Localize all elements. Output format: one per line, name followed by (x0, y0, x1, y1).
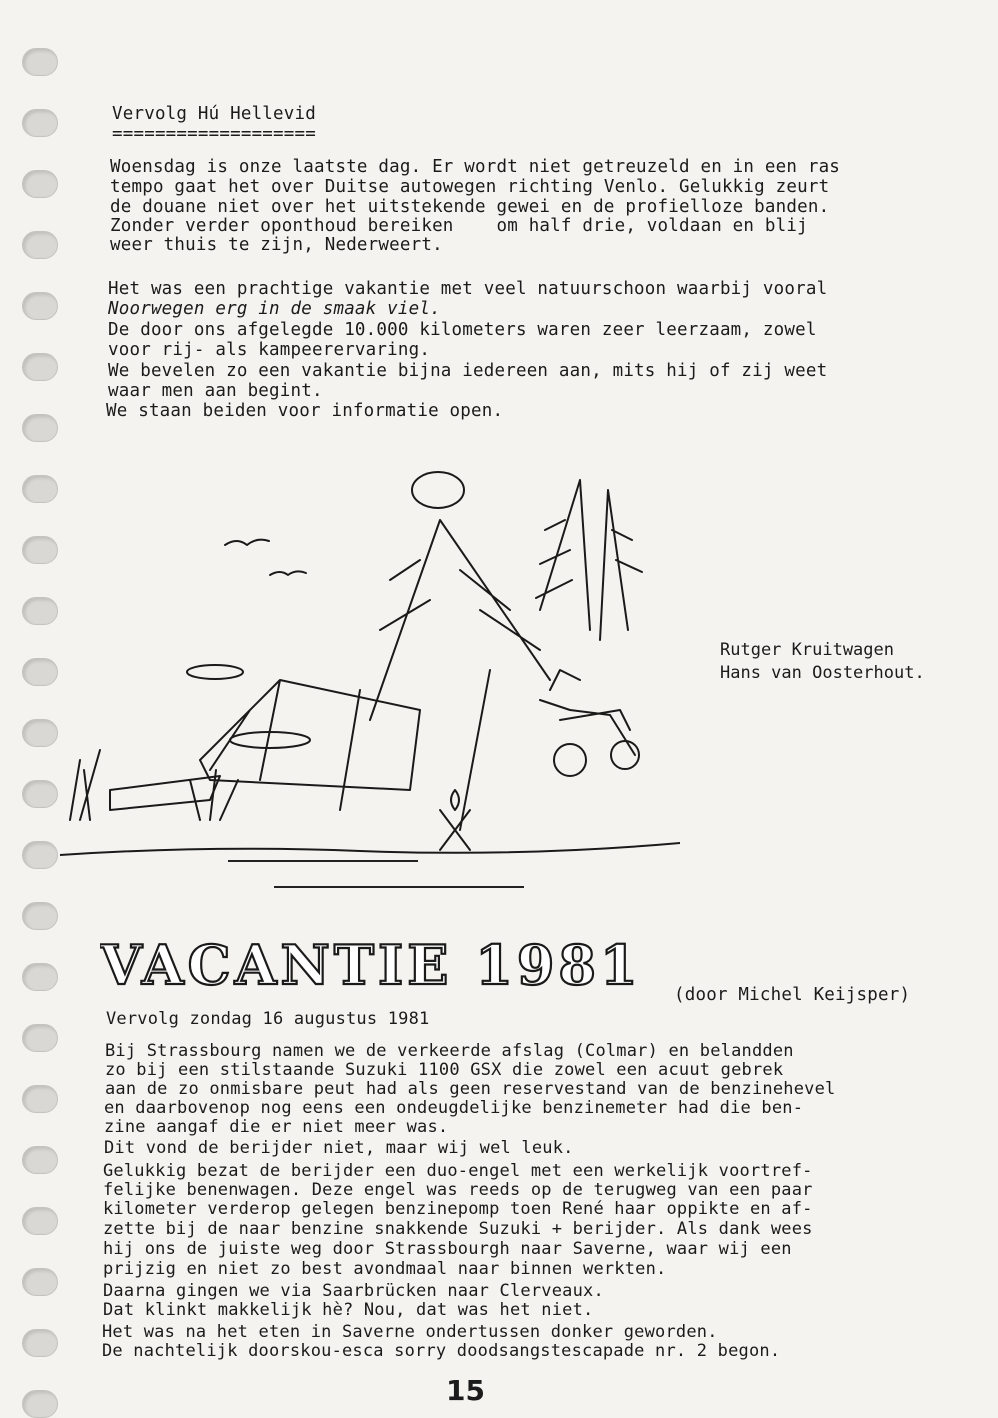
paragraph-line: prijzig en niet zo best avondmaal naar binnen werkten. (103, 1259, 667, 1279)
signature-line: Hans van Oosterhout. (720, 663, 925, 683)
binding-hole (22, 292, 58, 320)
paragraph-line: We staan beiden voor informatie open. (106, 401, 504, 421)
paragraph-line: Bij Strassbourg namen we de verkeerde afslag (Colmar) en belandden (105, 1041, 794, 1061)
paragraph-line: weer thuis te zijn, Nederweert. (110, 235, 443, 255)
paragraph-line: voor rij- als kampeerervaring. (108, 340, 431, 360)
heading-underline: =================== (112, 124, 316, 144)
paragraph-line: De nachtelijk doorskou-esca sorry doodsangstescapade nr. 2 begon. (102, 1341, 781, 1361)
binding-hole (22, 170, 58, 198)
section-subheading: Vervolg zondag 16 augustus 1981 (106, 1009, 430, 1029)
binding-hole (22, 536, 58, 564)
sun-drawing (412, 472, 464, 508)
binding-hole (22, 1329, 58, 1357)
binding-hole (22, 353, 58, 381)
binding-hole (22, 414, 58, 442)
ground-line (60, 843, 680, 855)
binding-hole (22, 1024, 58, 1052)
pine-trees (536, 480, 642, 640)
paragraph-line: Gelukkig bezat de berijder een duo-engel met een werkelijk voortref- (103, 1161, 813, 1181)
paragraph-line: Noorwegen erg in de smaak viel. (108, 299, 441, 319)
binding-hole (22, 902, 58, 930)
binding-hole (22, 1085, 58, 1113)
signature-line: Rutger Kruitwagen (720, 640, 894, 660)
binding-hole (22, 1146, 58, 1174)
binding-hole (22, 1268, 58, 1296)
vacantie-title-text: VACANTIE 1981 (100, 936, 642, 990)
binding-hole (22, 597, 58, 625)
stone-drawing (187, 665, 243, 679)
paragraph-line: Dat klinkt makkelijk hè? Nou, dat was het niet. (103, 1300, 594, 1320)
binding-hole (22, 841, 58, 869)
paragraph-line: Dit vond de berijder niet, maar wij wel leuk. (104, 1138, 574, 1158)
binding-hole (22, 1390, 58, 1418)
vacantie-title (100, 936, 790, 990)
paragraph-line: We bevelen zo een vakantie bijna iedereen aan, mits hij of zij weet (108, 361, 828, 381)
page-number: 15 (446, 1374, 485, 1407)
paragraph-line: waar men aan begint. (108, 381, 323, 401)
paragraph-line: en daarbovenop nog eens een ondeugdelijke benzinemeter had die ben- (104, 1098, 804, 1118)
section-heading: Vervolg Hú Hellevid (112, 104, 316, 124)
paragraph-line: aan de zo onmisbare peut had als geen reservestand van de benzinehevel (105, 1079, 836, 1099)
canoe-drawing (110, 776, 220, 810)
camping-illustration (60, 460, 680, 880)
bird-drawing (225, 540, 269, 545)
bird-drawing (270, 571, 306, 575)
binding-hole (22, 475, 58, 503)
divider-line (228, 860, 418, 862)
paragraph-line: zette bij de naar benzine snakkende Suzuki + berijder. Als dank wees (103, 1219, 813, 1239)
paragraph-line: zo bij een stilstaande Suzuki 1100 GSX die zowel een acuut gebrek (105, 1060, 784, 1080)
paragraph-line: Zonder verder oponthoud bereiken om half drie, voldaan en blij (110, 216, 808, 236)
binding-hole (22, 963, 58, 991)
fir-tree (370, 520, 550, 720)
paragraph-line: kilometer verderop gelegen benzinepomp toen René haar oppikte en af- (103, 1199, 813, 1219)
divider-line (274, 886, 524, 888)
binding-hole (22, 231, 58, 259)
paragraph-line: Het was na het eten in Saverne ondertussen donker geworden. (102, 1322, 718, 1342)
paragraph-line: Woensdag is onze laatste dag. Er wordt niet getreuzeld en in een ras (110, 157, 841, 177)
binding-hole (22, 48, 58, 76)
paragraph-line: Het was een prachtige vakantie met veel natuurschoon waarbij vooral (108, 279, 828, 299)
motorcycle-wheel (554, 744, 586, 776)
paragraph-line: de douane niet over het uitstekende gewei en de profielloze banden. (110, 197, 830, 217)
paragraph-line: hij ons de juiste weg door Strassbourgh naar Saverne, waar wij een (103, 1239, 792, 1259)
tent-drawing (200, 680, 420, 790)
binding-hole (22, 719, 58, 747)
paragraph-line: Daarna gingen we via Saarbrücken naar Clerveaux. (103, 1281, 604, 1301)
binding-hole (22, 109, 58, 137)
paragraph-line: zine aangaf die er niet meer was. (104, 1117, 449, 1137)
binding-hole (22, 1207, 58, 1235)
paragraph-line: felijke benenwagen. Deze engel was reeds op de terugweg van een paar (103, 1180, 813, 1200)
binding-hole (22, 658, 58, 686)
binding-hole (22, 780, 58, 808)
byline: (door Michel Keijsper) (674, 985, 911, 1005)
paragraph-line: tempo gaat het over Duitse autowegen richting Venlo. Gelukkig zeurt (110, 177, 830, 197)
paragraph-line: De door ons afgelegde 10.000 kilometers waren zeer leerzaam, zowel (108, 320, 817, 340)
